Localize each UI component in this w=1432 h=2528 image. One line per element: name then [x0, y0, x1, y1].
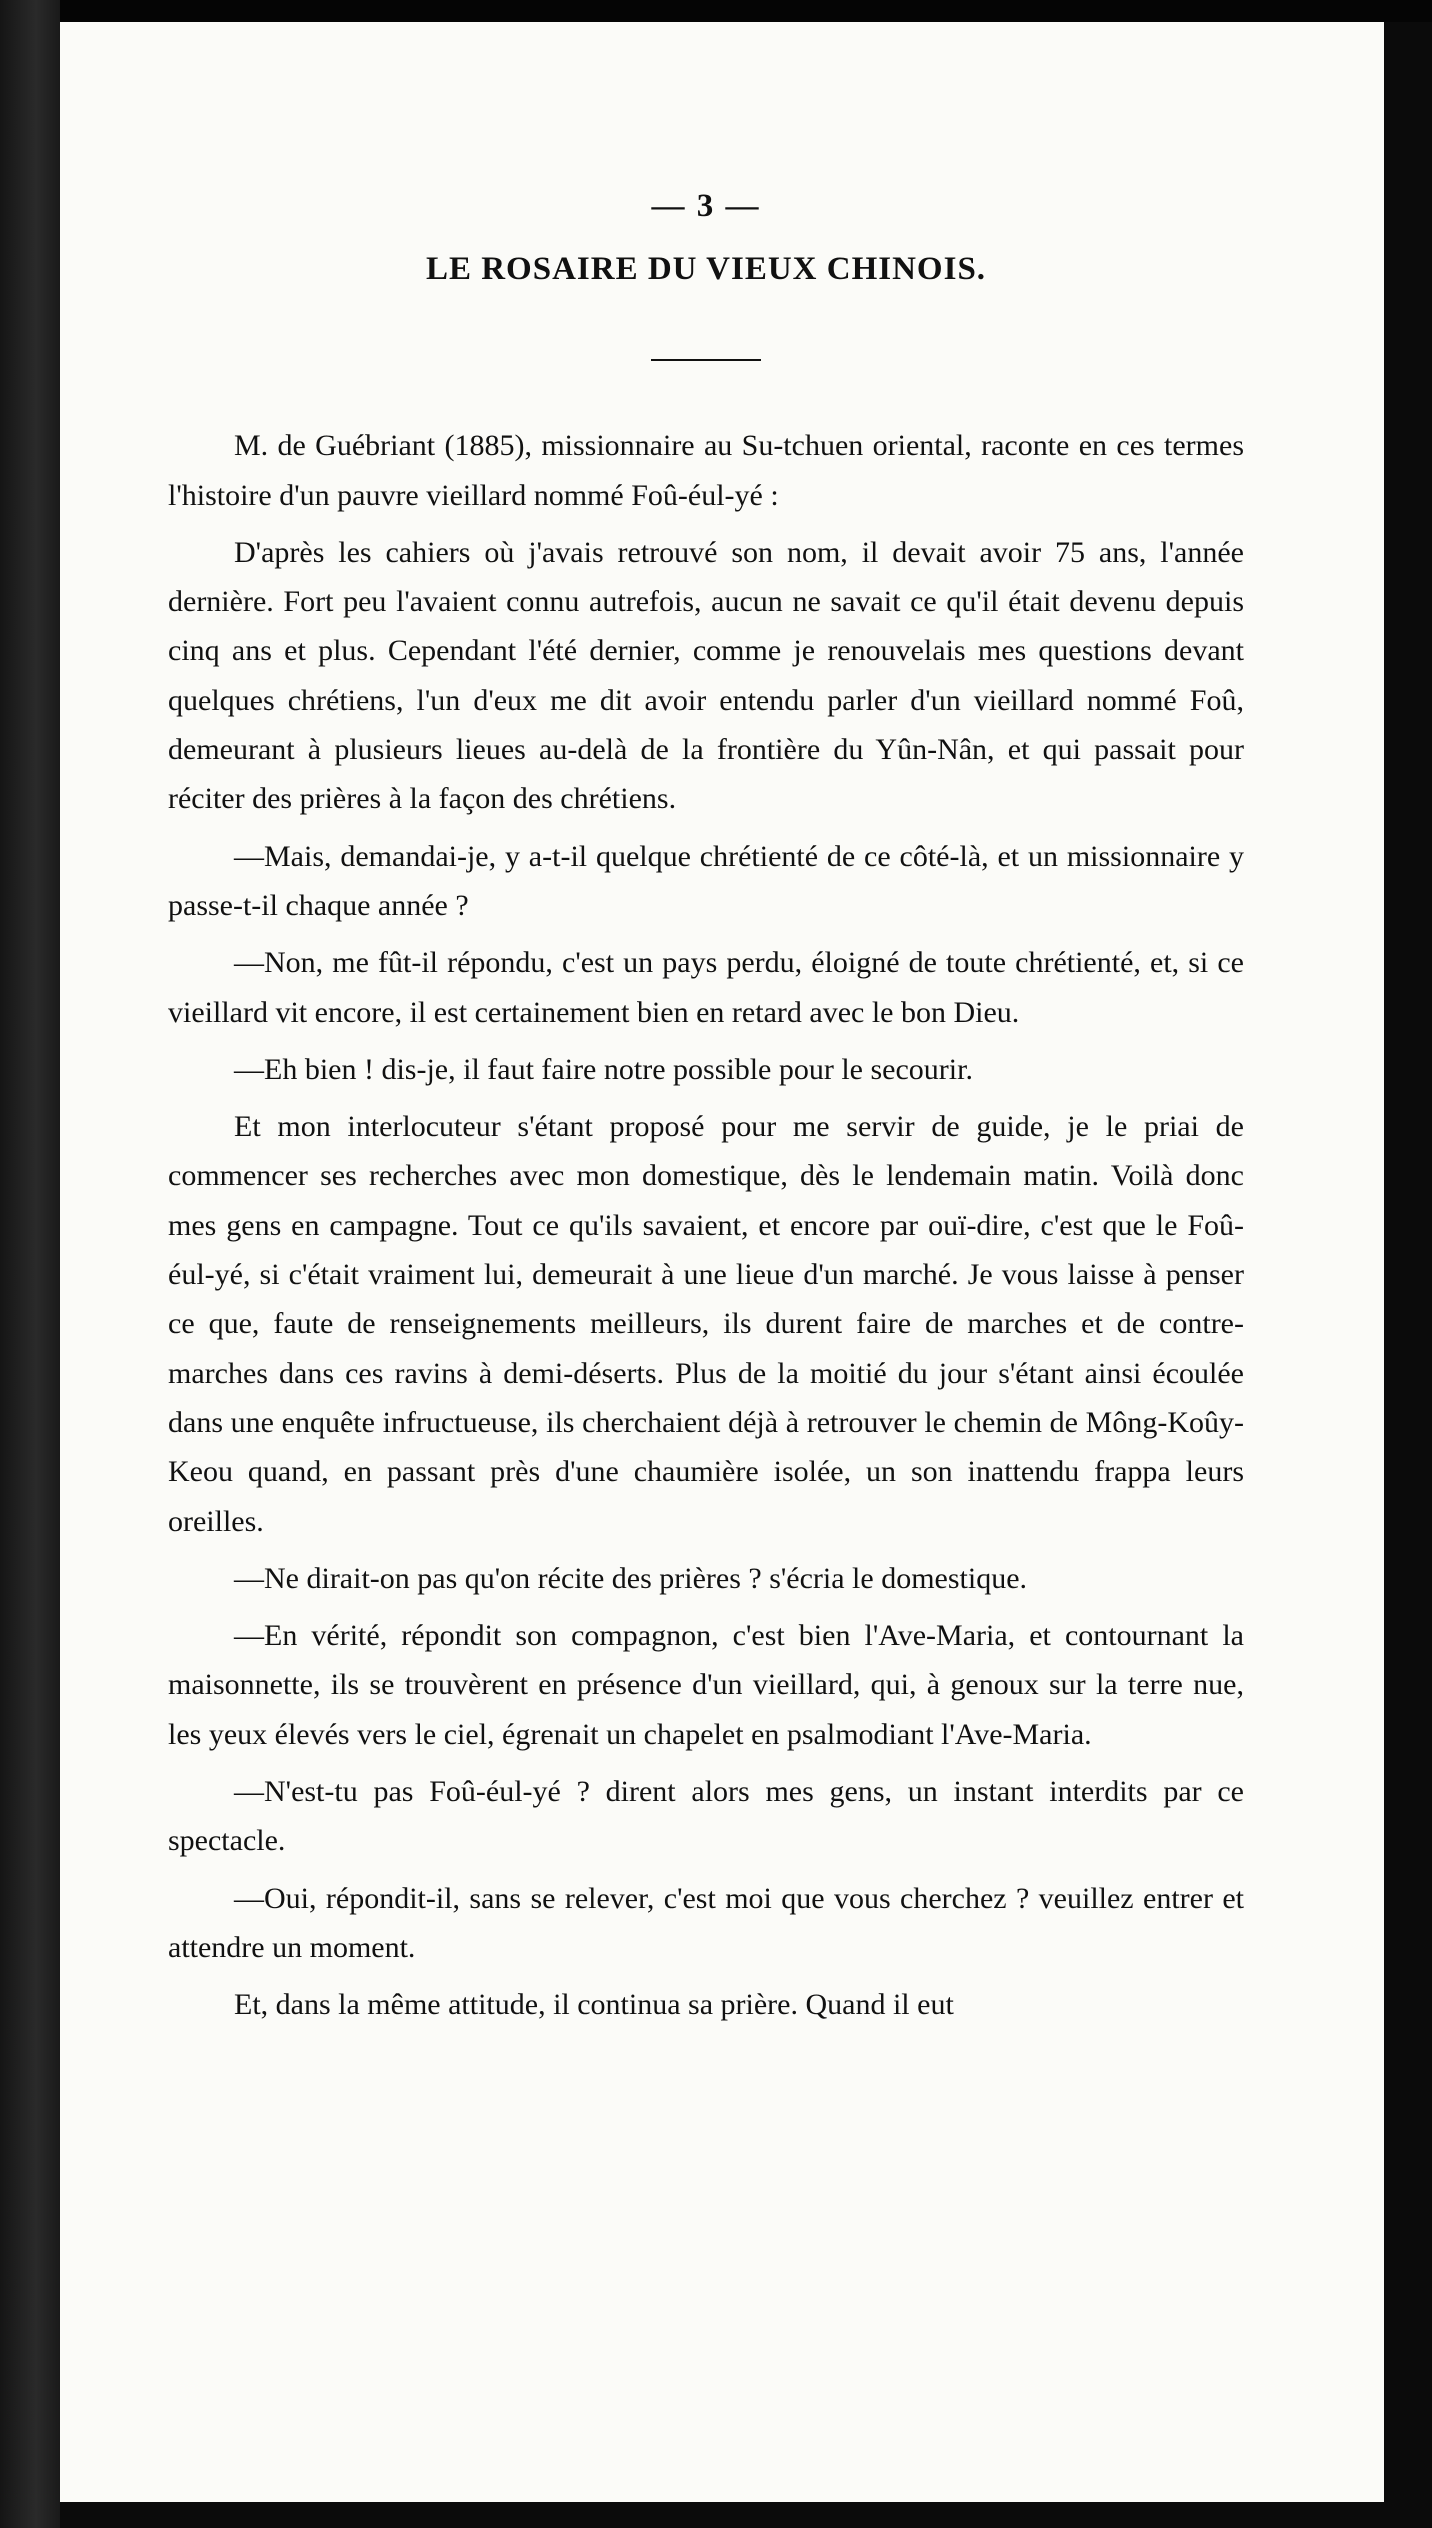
chapter-title: LE ROSAIRE DU VIEUX CHINOIS.: [425, 251, 987, 288]
page-number: — 3 —: [651, 188, 761, 224]
scan-top-border: [0, 0, 1432, 22]
paragraph-dialogue: —Mais, demandai-je, y a-t-il quelque chrétienté de ce côté-là, et un missionnaire y passe-t-il chaque année ?: [168, 839, 1244, 922]
paragraph-intro: M. de Guébriant (1885), missionnaire au Su-tchuen oriental, raconte en ces termes l'histoire d'un pauvre vieillard nommé Foû-éul-yé :: [168, 429, 1244, 512]
paragraph-dialogue: —Ne dirait-on pas qu'on récite des prières ? s'écria le domestique.: [234, 1561, 1028, 1595]
paragraph-narrative: Et mon interlocuteur s'étant proposé pour me servir de guide, je le priai de commencer ses recherches avec mon domestique, dès le lendemain matin. Voilà donc mes gens en campagne. Tout ce qu'ils savaient, et encore par ouï-dire, c'est que le Foû-éul-yé, si c'était vraiment lui, demeurait à une lieue d'un marché. Je vous laisse à penser ce que, faute de renseignements meilleurs, ils durent faire de marches et de contre-marches dans ces ravins à demi-déserts. Plus de la moitié du jour s'étant ainsi écoulée dans une enquête infructueuse, ils cherchaient déjà à retrouver le chemin de Mông-Koûy-Keou quand, en passant près d'une chaumière isolée, un son inattendu frappa leurs oreilles.: [168, 1110, 1244, 1538]
page-text-block: [168, 182, 1244, 2038]
paragraph-dialogue: —En vérité, répondit son compagnon, c'est bien l'Ave-Maria, et contournant la maisonnette, ils se trouvèrent en présence d'un vieillard, qui, à genoux sur la terre nue, les yeux élevés vers le ciel, égrenait un chapelet en psalmodiant l'Ave-Maria.: [168, 1619, 1244, 1751]
title-divider: [651, 359, 761, 361]
paragraph-dialogue: —Oui, répondit-il, sans se relever, c'est moi que vous cherchez ? veuillez entrer et attendre un moment.: [168, 1881, 1244, 1964]
book-page: [60, 22, 1384, 2502]
paragraph-dialogue: —N'est-tu pas Foû-éul-yé ? dirent alors mes gens, un instant interdits par ce spectacle.: [168, 1775, 1244, 1858]
paragraph-narrative: Et, dans la même attitude, il continua sa prière. Quand il eut: [234, 1988, 954, 2022]
paragraph-dialogue: —Eh bien ! dis-je, il faut faire notre possible pour le secourir.: [234, 1052, 973, 1086]
book-spine-shadow: [0, 0, 60, 2528]
paragraph-dialogue: —Non, me fût-il répondu, c'est un pays perdu, éloigné de toute chrétienté, et, si ce vieillard vit encore, il est certainement bien en retard avec le bon Dieu.: [168, 946, 1244, 1029]
paragraph-narrative: D'après les cahiers où j'avais retrouvé son nom, il devait avoir 75 ans, l'année dernière. Fort peu l'avaient connu autrefois, aucun ne savait ce qu'il était devenu depuis cinq ans et plus. Cependant l'été dernier, comme je renouvelais mes questions devant quelques chrétiens, l'un d'eux me dit avoir entendu parler d'un vieillard nommé Foû, demeurant à plusieurs lieues au-delà de la frontière du Yûn-Nân, et qui passait pour réciter des prières à la façon des chrétiens.: [168, 535, 1244, 816]
